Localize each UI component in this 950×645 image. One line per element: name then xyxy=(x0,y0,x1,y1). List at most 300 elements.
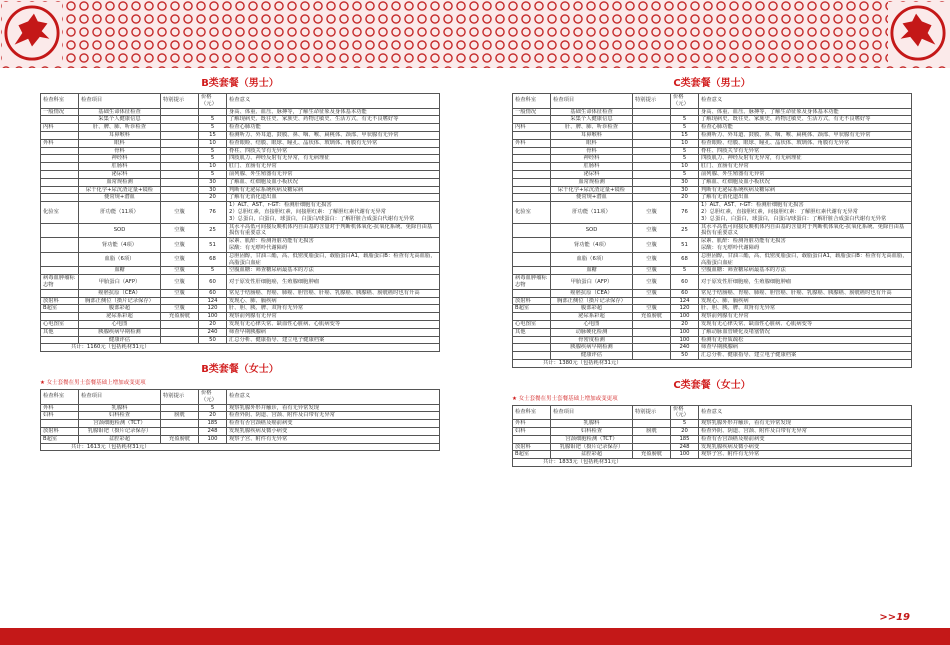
table-cell xyxy=(633,344,671,352)
table-row xyxy=(513,147,912,155)
table-cell: 5 xyxy=(199,155,227,163)
package-table-c-male xyxy=(512,93,912,368)
table-cell: 健康评估 xyxy=(79,336,161,344)
table-cell: 甲胎蛋白（AFP） xyxy=(551,275,633,290)
table-cell xyxy=(41,131,79,139)
table-row xyxy=(41,223,440,238)
table-cell: 5 xyxy=(671,155,699,163)
table-cell: 10 xyxy=(671,139,699,147)
table-cell: 判断有无泌尿系统疾病及糖尿病 xyxy=(699,186,912,194)
table-row xyxy=(513,420,912,428)
table-cell: 常见于结肠癌、胃癌、肺癌、胆管癌、肝癌、乳腺癌、胰腺癌、膀胱癌时也有升高 xyxy=(699,289,912,297)
table-cell xyxy=(41,116,79,124)
table-cell: 化验室 xyxy=(41,202,79,223)
table-cell: 肾功能（4项） xyxy=(551,238,633,253)
table-cell xyxy=(513,435,551,443)
table-cell: 空腹 xyxy=(161,289,199,297)
table-cell: 耳鼻喉科 xyxy=(79,131,161,139)
table-cell xyxy=(161,328,199,336)
table-cell xyxy=(513,252,551,267)
column-header: 价格（元） xyxy=(671,405,699,420)
table-cell: 膀胱 xyxy=(633,428,671,436)
table-cell: 5 xyxy=(199,170,227,178)
table-cell: 检测有无骨质疏松 xyxy=(699,336,912,344)
table-header-row xyxy=(41,390,440,405)
table-row xyxy=(41,404,440,412)
table-cell: 尿干化学+尿沉渣定量+镜检 xyxy=(79,186,161,194)
table-cell: 血脂（6项） xyxy=(551,252,633,267)
table-cell xyxy=(633,443,671,451)
table-row xyxy=(41,428,440,436)
table-total-row xyxy=(513,459,912,467)
column-header: 特别提示 xyxy=(633,405,671,420)
table-cell: 放射科 xyxy=(513,443,551,451)
table-row xyxy=(41,170,440,178)
table-cell xyxy=(513,186,551,194)
column-header: 特别提示 xyxy=(633,94,671,109)
table-cell: 尿素、肌酐：检测肾脏功能有无损害 尿酸：有无嘌呤代谢障碍 xyxy=(227,238,440,253)
table-cell: 发现乳腺疾病及微小病变 xyxy=(227,428,440,436)
table-cell xyxy=(161,194,199,202)
table-total-row xyxy=(41,344,440,352)
table-cell: 15 xyxy=(671,131,699,139)
table-row xyxy=(513,252,912,267)
table-cell xyxy=(41,147,79,155)
column-header: 检查意义 xyxy=(227,390,440,405)
table-cell xyxy=(513,223,551,238)
table-cell xyxy=(513,313,551,321)
table-cell: 宫颈细胞检测（TCT） xyxy=(79,420,161,428)
table-cell xyxy=(41,336,79,344)
table-cell: 其水平高低可间接反映机体内自由基的含量对于判断机体氧化-抗氧化系统、免除自由基损伤有重要意义 xyxy=(699,223,912,238)
table-cell: 检查外阴、阴道、宫颈、附件及白带有无异常 xyxy=(227,412,440,420)
table-row xyxy=(41,116,440,124)
table-row xyxy=(41,275,440,290)
table-row xyxy=(41,267,440,275)
table-cell: 空腹 xyxy=(633,202,671,223)
table-cell: 76 xyxy=(671,202,699,223)
table-cell: 血常规检测 xyxy=(79,178,161,186)
table-row xyxy=(41,328,440,336)
table-cell: 其水平高低可间接反映机体内自由基的含量对于判断机体氧化-抗氧化系统、免除自由基损伤有重要意义 xyxy=(227,223,440,238)
table-cell: 检测听力、外耳道、鼓膜、鼻、咽、喉、扁桃体、颈部、甲状腺有无异常 xyxy=(227,131,440,139)
table-cell: 汇总分析、健康指导、建立电子健康档案 xyxy=(227,336,440,344)
table-cell: 观察乳腺外形并触诊，看有无异常发现 xyxy=(699,420,912,428)
table-cell: 乳腺科 xyxy=(79,404,161,412)
table-row xyxy=(513,108,912,116)
column-header: 检查项目 xyxy=(551,94,633,109)
table-row xyxy=(41,163,440,171)
total-price: 共计：1160元（包括耗材31元） xyxy=(41,344,440,352)
table-cell xyxy=(633,186,671,194)
table-cell xyxy=(513,147,551,155)
table-cell: 30 xyxy=(199,186,227,194)
table-row xyxy=(513,178,912,186)
table-cell: 5 xyxy=(199,404,227,412)
package-table-b-female xyxy=(40,389,440,451)
table-cell: 发现心、肺、膈疾病 xyxy=(699,297,912,305)
table-cell: 检查心肺功能 xyxy=(699,124,912,132)
table-row xyxy=(513,267,912,275)
table-cell xyxy=(41,223,79,238)
table-row xyxy=(513,170,912,178)
table-cell: 检测听力、外耳道、鼓膜、鼻、咽、喉、扁桃体、颈部、甲状腺有无异常 xyxy=(699,131,912,139)
table-row xyxy=(513,155,912,163)
column-header: 价格（元） xyxy=(199,390,227,405)
table-cell: 放射科 xyxy=(41,297,79,305)
table-cell: 51 xyxy=(199,238,227,253)
table-cell xyxy=(161,297,199,305)
table-cell xyxy=(161,163,199,171)
column-header: 检查项目 xyxy=(551,405,633,420)
table-cell: 血常规检测 xyxy=(551,178,633,186)
table-cell: 了解血、红细胞及血小板状况 xyxy=(227,178,440,186)
table-cell: 放射科 xyxy=(41,428,79,436)
table-cell: 神经科 xyxy=(79,155,161,163)
table-row xyxy=(513,328,912,336)
table-cell: 25 xyxy=(671,223,699,238)
table-cell xyxy=(633,139,671,147)
table-row xyxy=(41,202,440,223)
table-cell: 泌尿科 xyxy=(79,170,161,178)
table-cell xyxy=(633,194,671,202)
table-cell: 妇科 xyxy=(513,428,551,436)
table-row xyxy=(513,344,912,352)
table-cell: SOD xyxy=(79,223,161,238)
column-header: 特别提示 xyxy=(161,94,199,109)
page-number: >>19 xyxy=(879,612,910,623)
table-cell xyxy=(633,131,671,139)
table-cell xyxy=(161,420,199,428)
table-cell: 观察乳腺外形并触诊，看有无异常发现 xyxy=(227,404,440,412)
table-row xyxy=(41,139,440,147)
table-cell: 了解动脉血管硬化及堵塞情况 xyxy=(699,328,912,336)
table-cell xyxy=(633,147,671,155)
table-cell: 20 xyxy=(199,194,227,202)
table-row xyxy=(513,313,912,321)
table-cell xyxy=(513,155,551,163)
table-cell xyxy=(513,289,551,297)
table-row xyxy=(41,155,440,163)
table-cell: 185 xyxy=(671,435,699,443)
table-cell: 发现心、肺、膈疾病 xyxy=(227,297,440,305)
table-cell xyxy=(41,267,79,275)
table-cell: 检查眼睑、结膜、眼球、瞳孔、晶状体、玻璃体、角膜有无异常 xyxy=(227,139,440,147)
table-cell: 筛查早期胰腺病 xyxy=(699,344,912,352)
table-cell: 肝功能（11项） xyxy=(79,202,161,223)
table-cell: 60 xyxy=(199,289,227,297)
table-cell: 100 xyxy=(199,435,227,443)
table-cell: 5 xyxy=(199,147,227,155)
table-cell xyxy=(41,313,79,321)
table-row xyxy=(513,238,912,253)
table-row xyxy=(513,194,912,202)
table-cell: 化验室 xyxy=(513,202,551,223)
table-cell: 20 xyxy=(199,412,227,420)
table-cell: 心电图 xyxy=(79,320,161,328)
table-cell: 120 xyxy=(199,305,227,313)
table-cell: 总胆固醇，甘油三酯，高、低密度脂蛋白，载脂蛋白A1，载脂蛋白B：检查有无高血脂，高脂蛋白血症 xyxy=(699,252,912,267)
table-cell: 20 xyxy=(671,428,699,436)
table-cell xyxy=(633,116,671,124)
table-cell: 充盈膀胱 xyxy=(161,313,199,321)
table-cell xyxy=(513,238,551,253)
table-cell: 总胆固醇，甘油三酯，高、低密度脂蛋白，载脂蛋白A1，载脂蛋白B：检查有无高血脂，高脂蛋白血症 xyxy=(227,252,440,267)
table-cell: 放射科 xyxy=(513,297,551,305)
table-cell: 血脂（6项） xyxy=(79,252,161,267)
table-cell: 了解现病史、既往史、家族史、药物过敏史、生活方式，有无不良嗜好等 xyxy=(699,116,912,124)
table-cell xyxy=(671,108,699,116)
table-row xyxy=(41,320,440,328)
table-cell: 肝、脾、肺、听诊检查 xyxy=(551,124,633,132)
table-cell: 空腹 xyxy=(633,252,671,267)
table-cell xyxy=(161,428,199,436)
table-total-row xyxy=(41,443,440,451)
column-header: 价格（元） xyxy=(199,94,227,109)
table-cell: 内科 xyxy=(41,124,79,132)
table-cell xyxy=(513,178,551,186)
table-cell: 基础生命体征检查 xyxy=(551,108,633,116)
table-cell: 癌胚抗原（CEA） xyxy=(79,289,161,297)
table-header-row xyxy=(513,405,912,420)
table-cell xyxy=(41,178,79,186)
table-cell xyxy=(633,320,671,328)
table-cell: 乳腺科 xyxy=(551,420,633,428)
table-row xyxy=(513,428,912,436)
table-row xyxy=(41,435,440,443)
table-cell xyxy=(633,178,671,186)
table-cell: 10 xyxy=(199,163,227,171)
column-header: 价格（元） xyxy=(671,94,699,109)
table-cell xyxy=(633,297,671,305)
bottom-red-bar xyxy=(0,628,950,645)
table-cell: 动脉硬化检测 xyxy=(551,328,633,336)
table-row xyxy=(513,336,912,344)
column-header: 检查项目 xyxy=(79,94,161,109)
table-cell: 了解有无消化道出血 xyxy=(699,194,912,202)
table-cell: 癌胚抗原（CEA） xyxy=(551,289,633,297)
table-cell xyxy=(513,194,551,202)
table-cell: 20 xyxy=(671,320,699,328)
table-cell: 240 xyxy=(671,344,699,352)
table-cell: 神经科 xyxy=(551,155,633,163)
table-cell: 60 xyxy=(671,275,699,290)
female-note: ★ 女士套餐在男士套餐基础上增加或变更项 xyxy=(40,380,146,387)
table-cell: 空腹 xyxy=(633,305,671,313)
table-cell: B超室 xyxy=(513,451,551,459)
table-cell xyxy=(161,108,199,116)
table-cell: 5 xyxy=(671,267,699,275)
table-cell: 骨科 xyxy=(551,147,633,155)
table-cell: 空腹 xyxy=(633,267,671,275)
table-row xyxy=(513,116,912,124)
table-cell: 肝功能（11项） xyxy=(551,202,633,223)
table-cell: 124 xyxy=(671,297,699,305)
table-cell: 宫颈细胞检测（TCT） xyxy=(551,435,633,443)
table-cell: 68 xyxy=(199,252,227,267)
table-cell xyxy=(633,170,671,178)
table-cell: 眼科 xyxy=(79,139,161,147)
table-cell: 检查有否宫颈癌及癌前病变 xyxy=(227,420,440,428)
table-cell: 空腹 xyxy=(633,289,671,297)
table-cell: 空腹血糖：筛查糖尿病最基本的方法 xyxy=(227,267,440,275)
table-cell: 60 xyxy=(671,289,699,297)
column-b-package xyxy=(40,78,440,451)
table-cell: 甲胎蛋白（AFP） xyxy=(79,275,161,290)
table-cell: 肝、胆、胰、脾、双肾有无异常 xyxy=(227,305,440,313)
table-cell: 发现有无心律失常、缺血性心脏病、心肌病变等 xyxy=(227,320,440,328)
table-cell: 乳腺钼钯（摄片记录保存） xyxy=(551,443,633,451)
table-cell: 肛肠科 xyxy=(551,163,633,171)
table-cell: 185 xyxy=(199,420,227,428)
table-cell xyxy=(513,131,551,139)
table-cell: 76 xyxy=(199,202,227,223)
table-cell: 肛门、直肠有无异常 xyxy=(227,163,440,171)
table-cell xyxy=(633,124,671,132)
table-row xyxy=(41,420,440,428)
table-cell xyxy=(161,170,199,178)
table-cell: SOD xyxy=(551,223,633,238)
column-header: 检查意义 xyxy=(699,405,912,420)
table-cell: 便常规+潜血 xyxy=(551,194,633,202)
table-header-row xyxy=(513,94,912,109)
table-cell: 肛门、直肠有无异常 xyxy=(699,163,912,171)
table-cell xyxy=(161,178,199,186)
table-cell: 便常规+潜血 xyxy=(79,194,161,202)
table-cell xyxy=(161,116,199,124)
column-header: 检查意义 xyxy=(699,94,912,109)
table-cell: 30 xyxy=(671,178,699,186)
table-row xyxy=(41,124,440,132)
decorative-cloud-pattern-band xyxy=(0,0,950,68)
column-c-package xyxy=(512,78,912,467)
table-cell: 100 xyxy=(199,313,227,321)
table-row xyxy=(513,320,912,328)
table-cell: 四肢肌力、神经反射有无异常，有无病理征 xyxy=(227,155,440,163)
table-cell xyxy=(633,328,671,336)
table-cell xyxy=(633,352,671,360)
table-cell: 前列腺、外生殖器有无异常 xyxy=(699,170,912,178)
table-row xyxy=(513,451,912,459)
table-cell xyxy=(513,336,551,344)
table-cell: 空腹 xyxy=(161,252,199,267)
table-cell xyxy=(161,139,199,147)
table-cell: 胰腺疾病早期检测 xyxy=(551,344,633,352)
table-cell: 骨科 xyxy=(79,147,161,155)
table-row xyxy=(41,412,440,420)
table-cell: 泌尿科 xyxy=(551,170,633,178)
table-row xyxy=(513,435,912,443)
table-cell: 胰腺疾病早期检测 xyxy=(79,328,161,336)
table-cell: 检查眼睑、结膜、眼球、瞳孔、晶状体、玻璃体、角膜有无异常 xyxy=(699,139,912,147)
table-row xyxy=(513,163,912,171)
package-table-c-female xyxy=(512,405,912,467)
table-cell xyxy=(513,344,551,352)
table-cell: 肝、脾、肺、听诊检查 xyxy=(79,124,161,132)
female-note: ★ 女士套餐在男士套餐基础上增加或变更项 xyxy=(512,395,618,402)
section-title-c-female: C类套餐（女士） xyxy=(673,379,751,391)
package-table-b-male xyxy=(40,93,440,352)
table-row xyxy=(513,289,912,297)
table-cell: 胸部正侧位（摄片记录保存） xyxy=(551,297,633,305)
table-row xyxy=(41,305,440,313)
table-cell: 5 xyxy=(199,116,227,124)
table-cell: 腹部彩超 xyxy=(79,305,161,313)
table-row xyxy=(513,443,912,451)
table-cell: 乳腺钼钯（摄片记录保存） xyxy=(79,428,161,436)
table-cell: 检查外阴、阴道、宫颈、附件及白带有无异常 xyxy=(699,428,912,436)
table-row xyxy=(41,147,440,155)
column-header: 检查项目 xyxy=(79,390,161,405)
section-title-b-male: B类套餐（男士） xyxy=(201,78,279,89)
table-cell: 240 xyxy=(199,328,227,336)
table-cell: 1）ALT、AST、r-GT：检测肝细胞有无损害 2）总胆红素，直接胆红素，间接胆红素：了解胆红素代谢有无异常 3）总蛋白，白蛋白，球蛋白，白蛋白/球蛋白：了解肝脏合成蛋白代谢有无异常 xyxy=(699,202,912,223)
table-cell xyxy=(41,238,79,253)
table-cell xyxy=(161,186,199,194)
table-cell: 充盈膀胱 xyxy=(633,451,671,459)
table-row xyxy=(41,238,440,253)
table-cell: 空腹 xyxy=(633,275,671,290)
table-cell xyxy=(633,163,671,171)
table-cell: 眼科 xyxy=(551,139,633,147)
table-cell xyxy=(161,320,199,328)
total-price: 共计：1613元（包括耗材31元） xyxy=(41,443,440,451)
table-cell xyxy=(513,116,551,124)
column-header: 特别提示 xyxy=(161,390,199,405)
total-price: 共计：1380元（包括耗材31元） xyxy=(513,359,912,367)
table-row xyxy=(513,305,912,313)
table-cell: 膀胱 xyxy=(161,412,199,420)
table-cell: 常见于结肠癌、胃癌、肺癌、胆管癌、肝癌、乳腺癌、胰腺癌、膀胱癌时也有升高 xyxy=(227,289,440,297)
table-cell: B超室 xyxy=(41,305,79,313)
table-row xyxy=(513,275,912,290)
table-cell: 发现乳腺疾病及微小病变 xyxy=(699,443,912,451)
table-cell: 空腹 xyxy=(161,202,199,223)
total-price: 共计：1833元（包括耗材31元） xyxy=(513,459,912,467)
table-cell: 25 xyxy=(199,223,227,238)
table-cell xyxy=(513,163,551,171)
table-cell: 血糖 xyxy=(551,267,633,275)
table-cell: 空腹 xyxy=(633,238,671,253)
table-row xyxy=(41,252,440,267)
table-row xyxy=(513,352,912,360)
table-cell xyxy=(633,108,671,116)
column-header: 检查意义 xyxy=(227,94,440,109)
table-cell: 盆腔彩超 xyxy=(79,435,161,443)
table-cell: 观察子宫、附件有无异常 xyxy=(699,451,912,459)
table-cell: 了解现病史、既往史、家族史、药物过敏史、生活方式，有无不良嗜好等 xyxy=(227,116,440,124)
table-cell: 发现有无心律失常、缺血性心脏病、心肌病变等 xyxy=(699,320,912,328)
table-row xyxy=(41,131,440,139)
table-cell xyxy=(161,131,199,139)
table-cell: 妇科检查 xyxy=(551,428,633,436)
table-cell: 采集个人健康信息 xyxy=(79,116,161,124)
table-cell xyxy=(41,289,79,297)
table-cell: 妇科 xyxy=(41,412,79,420)
table-cell: 10 xyxy=(671,163,699,171)
table-cell: 基础生命体征检查 xyxy=(79,108,161,116)
table-row xyxy=(41,194,440,202)
table-row xyxy=(513,139,912,147)
table-cell: 空腹 xyxy=(161,238,199,253)
table-cell: 泌尿系彩超 xyxy=(551,313,633,321)
table-cell: 外科 xyxy=(513,420,551,428)
table-cell xyxy=(199,108,227,116)
table-cell: 腹部彩超 xyxy=(551,305,633,313)
table-cell: 尿干化学+尿沉渣定量+镜检 xyxy=(551,186,633,194)
table-cell: 空腹 xyxy=(633,223,671,238)
table-cell: 外科 xyxy=(41,139,79,147)
